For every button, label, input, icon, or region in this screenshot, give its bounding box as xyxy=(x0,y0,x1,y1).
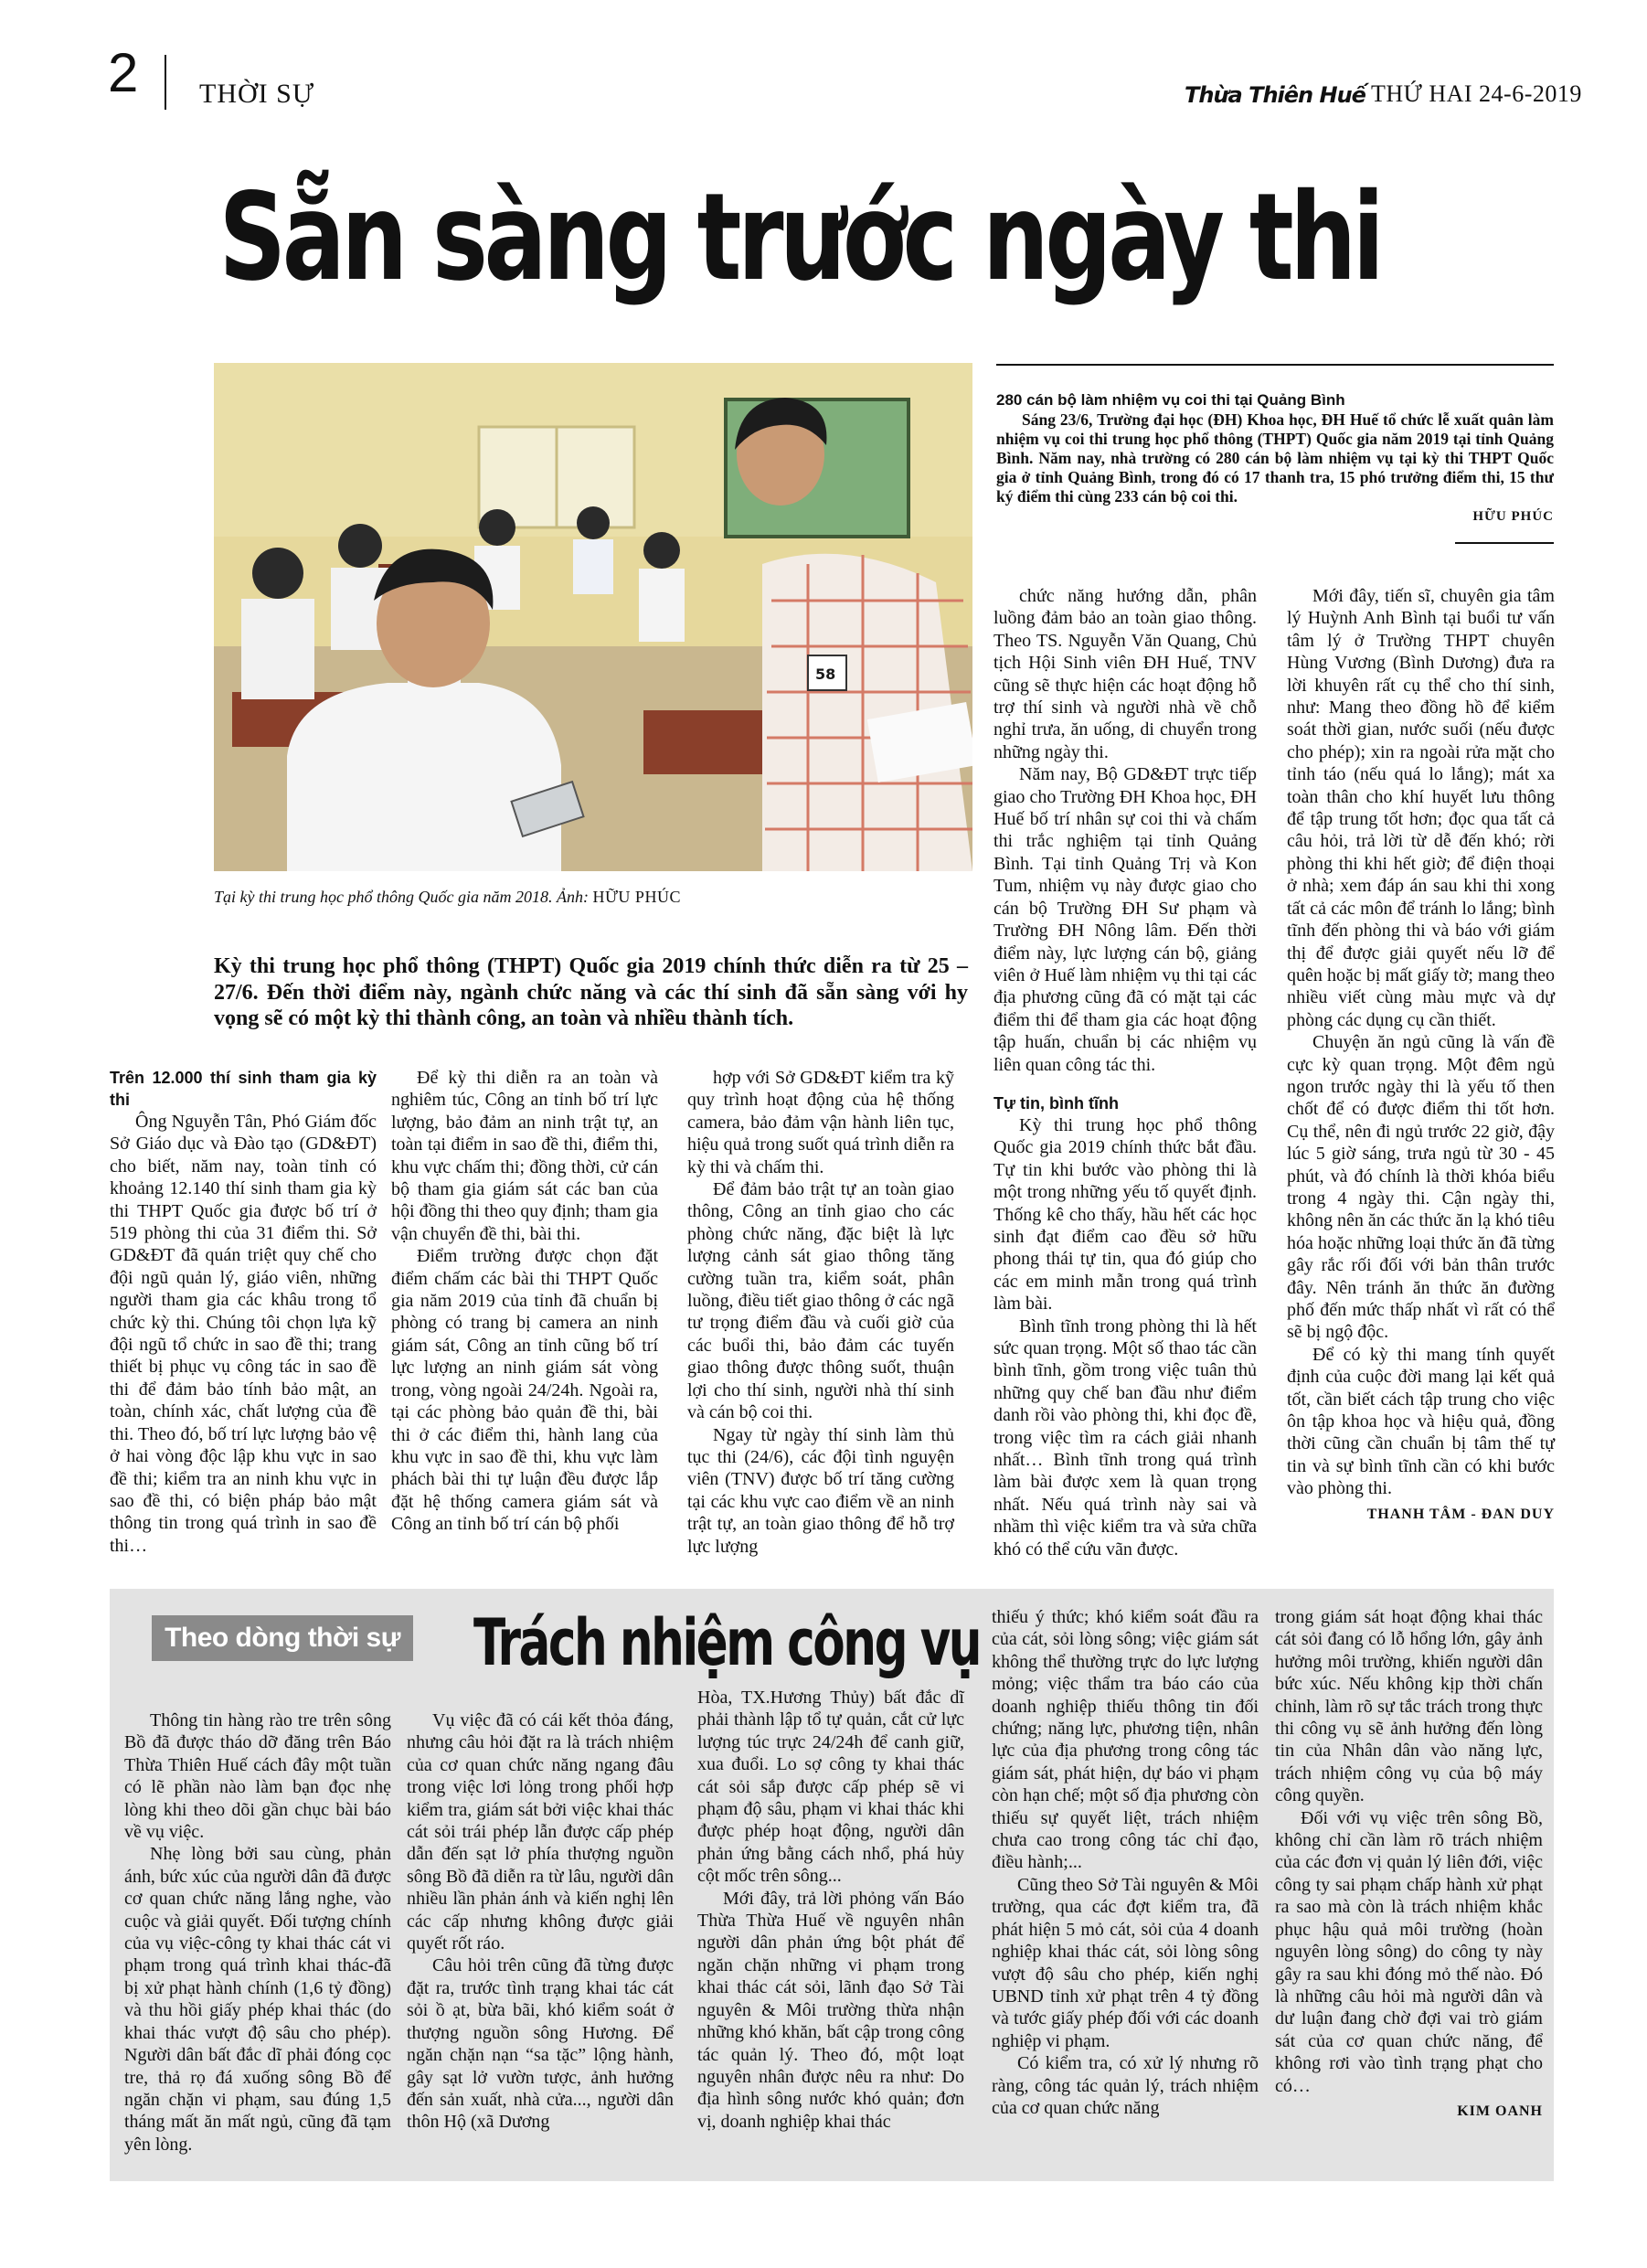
section-label: THỜI SỰ xyxy=(199,79,315,109)
paragraph: Hòa, TX.Hương Thủy) bất đắc dĩ phải thành lập tổ tự quản, cắt cử lực lượng túc trực 24/24h để canh giữ, xua đuổi. Lo sợ công ty khai thác cát sỏi sắp được cấp phép sẽ vi phạm độ sâu, phạm vi khai thác khi được phép hoạt động, người dân phản ứng bằng cách nhổ, phá hủy cột mốc trên sông... xyxy=(697,1688,964,1887)
article-column-3 xyxy=(687,1067,954,1558)
badge-number: 58 xyxy=(815,665,836,683)
paragraph: Nhẹ lòng bởi sau cùng, phản ánh, bức xúc của người dân đã được cơ quan chức năng lắng nghe, vào cuộc và giải quyết. Đối tượng chính của vụ việc-công ty khai thác cát vi phạm trong quá trình khai thác-đã bị xử phạt hành chính (1,6 tỷ đồng) và thu hồi giấy phép khai thác (do khai thác vượt độ sâu cho phép). Người dân bất đắc dĩ phải đóng cọc tre, thả rọ đá xuống sông Bồ để ngăn chặn vi phạm, sau đúng 1,5 tháng mất ăn mất ngủ, cũng đã tạm yên lòng. xyxy=(124,1844,391,2155)
paragraph: Mới đây, trả lời phỏng vấn Báo Thừa Thừa Huế về nguyên nhân người dân phản ứng bột phát để ngăn chặn những vi phạm trong khai thác cát sỏi, lãnh đạo Sở Tài nguyên & Môi trường thừa nhận những khó khăn, bất cập trong công tác quản lý. Theo đó, một loạt nguyên nhân được nêu ra như: Do địa hình sông nước khó quản; đơn vị, doanh nghiệp khai thác xyxy=(697,1888,964,2132)
exam-room-illustration xyxy=(214,363,972,871)
paragraph: Ông Nguyễn Tân, Phó Giám đốc Sở Giáo dục và Đào tạo (GD&ĐT) cho biết, năm nay, toàn tỉnh có khoảng 12.140 thí sinh tham gia kỳ thi THPT Quốc gia được bố trí ở 519 phòng thi của 31 điểm thi. Sở GD&ĐT đã quán triệt quy chế cho đội ngũ quản lý, giáo viên, những người tham gia các khâu trong tổ chức kỳ thi. Chúng tôi chọn lựa kỹ đội ngũ tổ chức in sao đề thi; trang thiết bị phục vụ công tác in sao đề thi để đảm bảo tính bảo mật, an toàn, chính xác, chất lượng của đề thi. Theo đó, bố trí lực lượng bảo vệ ở hai vòng độc lập khu vực in sao đề thi; kiểm tra an ninh khu vực in sao đề thi, có biện pháp bảo mật thông tin trong quá trình in sao đề thi… xyxy=(110,1112,377,1556)
commentary-author: KIM OANH xyxy=(1457,2103,1543,2119)
commentary-column-2 xyxy=(407,1709,674,2134)
paragraph: Để có kỳ thi mang tính quyết định của cuộc đời mang lại kết quả tốt, cần biết cách tập trung cho việc ôn tập khoa học và hiệu quả, đồng thời cũng cần chuẩn bị tâm thế tự tin và sự bình tĩnh cần có khi bước vào phòng thi. xyxy=(1287,1344,1555,1499)
article-column-4 xyxy=(994,585,1257,1560)
paragraph: Vụ việc đã có cái kết thỏa đáng, nhưng câu hỏi đặt ra là trách nhiệm của cơ quan chức năng ngang đâu trong việc lơi lỏng trong phối hợp kiểm tra, giám sát bởi việc khai thác cát sỏi trái phép lẫn được cấp phép dẫn đến sạt lở phía thượng nguồn sông Bồ đã diễn ra từ lâu, người dân nhiều lần phản ánh và kiến nghị lên các cấp nhưng không được giải quyết rốt ráo. xyxy=(407,1710,674,1954)
photo-caption xyxy=(214,887,972,907)
paragraph: Câu hỏi trên cũng đã từng được đặt ra, trước tình trạng khai tác cát sỏi ồ ạt, bừa bãi, khó kiểm soát ở thượng nguồn sông Hương. Để ngăn chặn nạn “sa tặc” lộng hành, gây sạt lở vườn tược, ảnh hưởng đến sản xuất, nhà cửa..., người dân thôn Hộ (xã Dương xyxy=(407,1955,674,2133)
sidebar-text: Sáng 23/6, Trường đại học (ĐH) Khoa học, ĐH Huế tổ chức lễ xuất quân làm nhiệm vụ coi thi trung học phổ thông (THPT) Quốc gia năm 2019 tại tỉnh Quảng Bình. Năm nay, nhà trường có 280 cán bộ làm nhiệm vụ tại kỳ thi THPT Quốc gia ở tỉnh Quảng Bình, trong đó có 17 thanh tra, 15 phó trưởng điểm thi, 15 thư ký điểm thi cùng 233 cán bộ coi thi. xyxy=(996,410,1554,506)
article-lead: Kỳ thi trung học phổ thông (THPT) Quốc gia 2019 chính thức diễn ra từ 25 – 27/6. Đến thời điểm này, ngành chức năng và các thí sinh đã sẵn sàng với hy vọng sẽ có một kỳ thi thành công, an toàn và nhiều thành tích. xyxy=(214,954,968,1030)
exam-photo xyxy=(214,363,972,871)
commentary-column-3 xyxy=(697,1687,964,2133)
commentary-label: Theo dòng thời sự xyxy=(152,1615,413,1661)
paragraph: Mới đây, tiến sĩ, chuyên gia tâm lý Huỳnh Anh Bình tại buổi tư vấn tâm lý ở Trường THPT chuyên Hùng Vương (Bình Dương) đưa ra lời khuyên rất cụ thể cho thí sinh, như: Mang theo đồng hồ để kiểm soát thời gian, nước suối (nếu được cho phép); xin ra ngoài rửa mặt cho tỉnh táo (nếu quá lo lắng); mát xa toàn thân cho khí huyết lưu thông để tập trung tốt hơn; đọc qua tất cả câu hỏi, trả lời từ dễ đến khó; rời phòng thi khi hết giờ; để điện thoại ở nhà; xem đáp án sau khi thi xong tất cả các môn để tránh lo lắng; bình tĩnh đến phòng thi và báo với giám thị để được giải quyết nếu lỡ để quên hoặc bị mất giấy tờ; mang theo nhiều viết cùng màu mực và dự phòng các dụng cụ cần thiết. xyxy=(1287,586,1555,1030)
paragraph: Điểm trường được chọn đặt điểm chấm các bài thi THPT Quốc gia năm 2019 của tỉnh đã chuẩn bị phòng có trang bị camera an ninh giám sát, Công an tỉnh cũng bố trí lực lượng an ninh giám sát vòng trong, vòng ngoài 24/24h. Ngoài ra, tại các phòng bảo quản đề thi, bài thi ở các điểm thi, hành lang của khu vực in sao đề thi, khu vực làm phách bài thi tự luận đều được lắp đặt hệ thống camera giám sát và Công an tỉnh bố trí cán bộ phối xyxy=(391,1246,658,1535)
paragraph: Kỳ thi trung học phổ thông Quốc gia 2019 chính thức bắt đầu. Tự tin khi bước vào phòng thi là một trong những yếu tố quyết định. Thống kê cho thấy, hầu hết các học sinh đạt điểm cao đều sở hữu phong thái tự tin, qua đó giúp cho các em minh mẫn trong quá trình làm bài. xyxy=(994,1114,1257,1315)
header-divider xyxy=(165,55,166,110)
paragraph: Thông tin hàng rào tre trên sông Bồ đã được tháo dỡ đăng trên Báo Thừa Thiên Huế cách đây một tuần có lẽ phần nào làm bạn đọc nhẹ lòng khi theo dõi gần chục bài báo về vụ việc. xyxy=(124,1710,391,1843)
paragraph: Đối với vụ việc trên sông Bồ, không chỉ cần làm rõ trách nhiệm của các đơn vị quản lý liên đới, việc công ty sai phạm chấp hành xử phạt ra sao mà còn là trách nhiệm khắc phục hậu quả môi trường (hoàn nguyên lòng sông) do công ty này gây ra sau khi đóng mỏ thế nào. Đó là những câu hỏi mà người dân và dư luận đang chờ đợi vai trò giám sát của cơ quan chức năng, để không rơi vào tình trạng phạt cho có… xyxy=(1275,1807,1543,2096)
article-column-2 xyxy=(391,1067,658,1536)
paragraph: Chuyện ăn ngủ cũng là vấn đề cực kỳ quan trọng. Một đêm ngủ ngon trước ngày thi là yếu tố then chốt để có được điểm thi tốt hơn. Cụ thể, nên đi ngủ trước 22 giờ, đậy lúc 5 giờ sáng, trưa ngủ từ 30 - 45 phút, và đó chính là thời khóa biểu trong 4 ngày thi. Cận ngày thi, không nên ăn các thức ăn lạ khó tiêu hóa hoặc những loại thức ăn đã từng gây rắc rối đối với bản thân trước đây. Nên tránh ăn thức ăn đường phố đến mức thấp nhất vì rất có thể sẽ bị ngộ độc. xyxy=(1287,1032,1555,1343)
sidebar-top-rule xyxy=(996,364,1554,366)
article-author: THANH TÂM - ĐAN DUY xyxy=(1366,1506,1555,1522)
paragraph: Có kiểm tra, có xử lý nhưng rõ ràng, công tác quản lý, trách nhiệm của cơ quan chức năng xyxy=(992,2053,1259,2118)
paragraph: trong giám sát hoạt động khai thác cát sỏi đang có lỗ hổng lớn, gây ảnh hưởng môi trường, khiến người dân bức xúc. Nếu không kịp thời chấn chỉnh, làm rõ sự tắc trách trong thực thi công vụ sẽ ảnh hưởng đến lòng tin của Nhân dân vào năng lực, trách nhiệm công vụ của bộ máy công quyền. xyxy=(1275,1607,1543,1806)
paragraph: Để đảm bảo trật tự an toàn giao thông, Công an tỉnh giao cho các phòng chức năng, đặc biệt là lực lượng cảnh sát giao thông tăng cường tuần tra, kiểm soát, phân luồng, điều tiết giao thông ở các ngã tư trọng điểm đầu và cuối giờ của các buổi thi, bảo đảm các tuyến giao thông được thông suốt, thuận lợi cho thí sinh, người nhà thí sinh và cán bộ coi thi. xyxy=(687,1179,954,1423)
page-number: 2 xyxy=(108,42,139,103)
paragraph: Bình tĩnh trong phòng thi là hết sức quan trọng. Một số thao tác cần bình tĩnh, gồm trong việc tuân thủ những quy chế ban đầu như điểm danh rồi vào phòng thi, khi đọc đề, trong việc tìm ra cách giải nhanh nhất… Bình tĩnh trong quá trình làm bài được xem là quan trọng nhất. Nếu quá trình này sai và nhầm thì việc kiểm tra và sửa chữa khó có thể cứu vãn được. xyxy=(994,1315,1257,1560)
sidebar-author: HỮU PHÚC xyxy=(1472,509,1554,524)
paragraph: hợp với Sở GD&ĐT kiểm tra kỹ quy trình hoạt động của hệ thống camera, bảo đảm vận hành liên tục, hiệu quả trong suốt quá trình diễn ra kỳ thi và chấm thi. xyxy=(687,1068,954,1177)
paragraph: thiếu ý thức; khó kiểm soát đầu ra của cát, sỏi lòng sông; việc giám sát không thể thường trực do lực lượng mỏng; việc thẩm tra báo cáo của doanh nghiệp thiếu thông tin đối chứng; năng lực, phương tiện, nhân lực của địa phương trong công tác giám sát, phát hiện, dự báo vi phạm còn hạn chế; một số địa phương còn thiếu sự quyết liệt, trách nhiệm chưa cao trong công tác chỉ đạo, điều hành;... xyxy=(992,1607,1259,1873)
paragraph: Ngay từ ngày thí sinh làm thủ tục thi (24/6), các đội tình nguyện viên (TNV) được bố trí tăng cường tại các khu vực cao điểm về an ninh trật tự, an toàn giao thông để hỗ trợ lực lượng xyxy=(687,1424,954,1557)
page-title: Sẵn sàng trước ngày thi xyxy=(218,167,1381,308)
paragraph: Cũng theo Sở Tài nguyên & Môi trường, qua các đợt kiểm tra, đã phát hiện 5 mỏ cát, sỏi của 4 doanh nghiệp khai thác cát, sỏi lòng sông vượt độ sâu cho phép, kiến nghị UBND tỉnh xử phạt trên 4 tỷ đồng và tước giấy phép đối với các doanh nghiệp vi phạm. xyxy=(992,1874,1259,2051)
paragraph: Để kỳ thi diễn ra an toàn và nghiêm túc, Công an tỉnh bố trí lực lượng, bảo đảm an ninh trật tự, an toàn tại điểm in sao đề thi, điểm thi, khu vực chấm thi; đồng thời, cử cán bộ tham gia giám sát các ban của hội đồng thi theo quy định; tham gia vận chuyển đề thi, bài thi. xyxy=(391,1068,658,1244)
photo-caption-text: Tại kỳ thi trung học phổ thông Quốc gia năm 2018. Ảnh: xyxy=(214,888,589,906)
article-subhead-2: Tự tin, bình tĩnh xyxy=(994,1093,1119,1113)
issue-date: THỨ HAI 24-6-2019 xyxy=(1371,80,1582,107)
article-subhead-1: Trên 12.000 thí sinh tham gia kỳ thi xyxy=(110,1069,377,1109)
article-column-1 xyxy=(110,1067,377,1557)
paragraph: Năm nay, Bộ GD&ĐT trực tiếp giao cho Trường ĐH Khoa học, ĐH Huế bố trí nhân sự coi thi và chấm thi trắc nghiệm tại tỉnh Quảng Bình. Tại tỉnh Quảng Trị và Kon Tum, nhiệm vụ này được giao cho cán bộ Trường ĐH Sư phạm và Trường ĐH Nông lâm. Đến thời điểm này, lực lượng cán bộ, giảng viên ở Huế làm nhiệm vụ thi tại các địa phương cũng đã có mặt tại các điểm thi để tham gia các hoạt động tập huấn, chuẩn bị các nhiệm vụ liên quan công tác thi. xyxy=(994,764,1257,1075)
sidebar-title: 280 cán bộ làm nhiệm vụ coi thi tại Quảng Bình xyxy=(996,391,1345,409)
paragraph: chức năng hướng dẫn, phân luồng đảm bảo an toàn giao thông. Theo TS. Nguyễn Văn Quang, Chủ tịch Hội Sinh viên ĐH Huế, TNV cũng sẽ thực hiện các hoạt động hỗ trợ thí sinh và người nhà về chỗ nghỉ trưa, ăn uống, di chuyển trong những ngày thi. xyxy=(994,586,1257,762)
photo-credit: HỮU PHÚC xyxy=(592,888,681,906)
publication-name: Thừa Thiên Huế xyxy=(1185,82,1365,108)
commentary-column-1 xyxy=(124,1709,391,2156)
sidebar-bottom-rule xyxy=(1455,542,1554,544)
article-column-5 xyxy=(1287,585,1555,1526)
commentary-column-4 xyxy=(992,1606,1259,2119)
commentary-title: Trách nhiệm công vụ xyxy=(473,1605,981,1680)
commentary-column-5 xyxy=(1275,1606,1543,2123)
